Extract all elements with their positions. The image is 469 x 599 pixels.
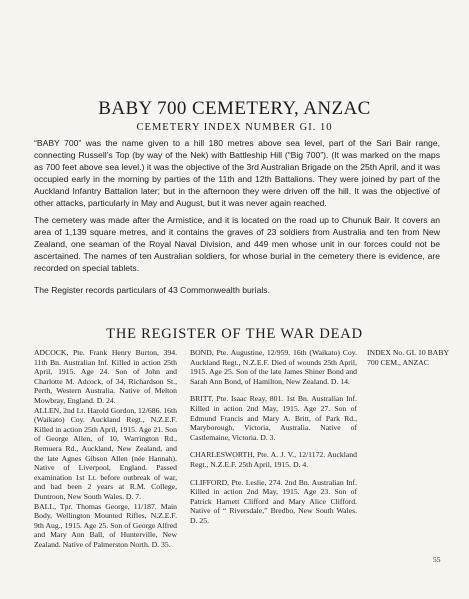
register-entry: CHARLESWORTH, Pte. A. J. V., 12/1172. Auckland Regt., N.Z.E.F. 25th April, 1915. D. 4. bbox=[190, 450, 357, 469]
page-title: BABY 700 CEMETERY, ANZAC bbox=[98, 98, 371, 119]
intro-paragraph-register-count: The Register records particulars of 43 Commonwealth burials. bbox=[34, 285, 270, 295]
page-number: 55 bbox=[433, 555, 441, 564]
register-heading: THE REGISTER OF THE WAR DEAD bbox=[106, 326, 363, 342]
register-entry: CLIFFORD, Pte. Leslie, 274. 2nd Bn. Australian Inf. Killed in action 2nd May, 1915. Age 23. Son of Patrick Harnett Clifford and Mary Alice Clifford. Native of “ Riversdale,” Bredbo, New South Wales. D. 25. bbox=[190, 477, 357, 525]
register-entry: ALLEN, 2nd Lt. Harold Gordon, 12/686. 16th (Waikato) Coy. Auckland Regt., N.Z.E.F. Killed in action 25th April, 1915. Age 21. Son of George Allen, of 10, Warrington Rd., Remuera Rd., Auckland, New Zealand, and the late Agnes Gibson Allen (née Hannah). Native of Liverpool, England. Passed examination 1st Lt. before outbreak of war, and had been 2 years at R.M. College, Duntroon, New South Wales. D. 7. bbox=[34, 405, 177, 501]
intro-paragraph-cemetery: The cemetery was made after the Armistice, and it is located on the road up to Chunuk Bair. It covers an area of 1,139 square metres, and it contains the graves of 23 soldiers from Australia and ten from New Zealand, one seaman of the Royal Naval Division, and 449 men whose unit in our forces could not be ascertained. The names of ten Australian soldiers, for whose burial in the cemetery there is evidence, are recorded on special tablets. bbox=[34, 215, 440, 273]
register-entry: BRITT, Pte. Isaac Reay, 801. 1st Bn. Australian Inf. Killed in action 2nd May, 1915. Age 27. Son of Edmund Francis and Mary A. Britt, of Park Rd., Maryborough, Victoria, Australia. Native of Castlemaine, Victoria. D. 3. bbox=[190, 394, 357, 442]
index-reference: INDEX No. GI. 10 BABY 700 CEM., ANZAC bbox=[367, 348, 449, 367]
register-entry: BALL, Tpr. Thomas George, 11/187. Main Body, Wellington Mounted Rifles, N.Z.E.F. 9th Aug., 1915. Age 25. Son of George Alfred and Mary Ann Ball, of Hunterville, New Zealand. Native of Palmerston North. D. 35. bbox=[34, 501, 177, 549]
cemetery-index-subtitle: CEMETERY INDEX NUMBER GI. 10 bbox=[136, 122, 333, 133]
register-column-left bbox=[34, 348, 177, 549]
intro-paragraph-history: “BABY 700” was the name given to a hill 180 metres above sea level, part of the Sari Bair range, connecting Russell’s Top (by way of the Nek) with Battleship Hill (“Big 700”). (It was marked on the maps as 700 feet above sea level.) it was the objective of the 3rd Australian Brigade on the 25th April, and it was occupied early in the morning by parties of the 11th and 12th Battalions. They were joined by part of the Auckland Infantry Battalion later; but in the afternoon they were driven off the hill. It was the objective of other attacks, particularly in May and August, but it was never again reached. bbox=[34, 138, 440, 208]
register-column-middle bbox=[190, 348, 357, 534]
register-entry: ADCOCK, Pte. Frank Henry Burton, 394. 11th Bn. Australian Inf. Killed in action 25th April, 1915. Age 24. Son of John and Charlotte M. Adcock, of 34, Richardson St., Perth, Western Australia. Native of Melton Mowbray, England. D. 24. bbox=[34, 348, 177, 405]
register-entry: BOND, Pte. Augustine, 12/959. 16th (Waikato) Coy. Auckland Regt., N.Z.E.F. Died of wounds 25th April, 1915. Age 25. Son of the late James Shiner Bond and Sarah Ann Bond, of Hamilton, New Zealand. D. 14. bbox=[190, 348, 357, 386]
